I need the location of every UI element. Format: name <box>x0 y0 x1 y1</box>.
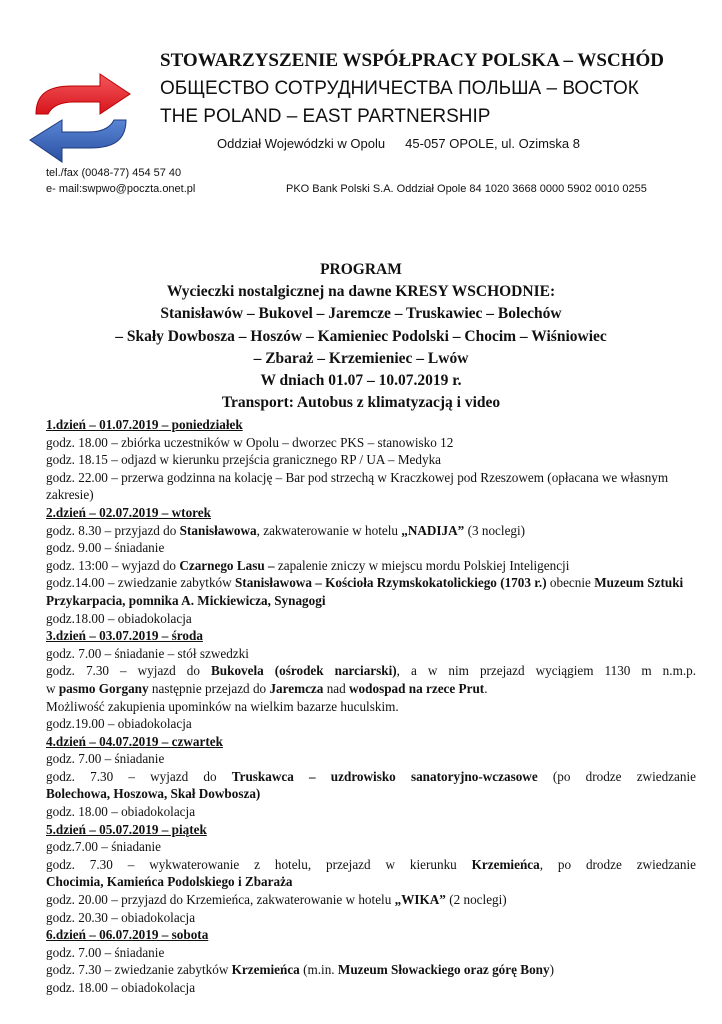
bank-account: PKO Bank Polski S.A. Oddział Opole 84 1020 3668 0000 5902 0010 0255 <box>286 183 647 195</box>
schedule-line: w pasmo Gorgany następnie przejazd do Jaremcza nad wodospad na rzece Prut. <box>46 680 488 696</box>
route-line-3: – Zbaraż – Krzemieniec – Lwów <box>253 349 469 367</box>
transport-info: Transport: Autobus z klimatyzacją i video <box>221 394 501 412</box>
schedule-line: Bolechowa, Hoszowa, Skał Dowbosza) <box>46 786 261 802</box>
schedule-line: godz. 22.00 – przerwa godzinna na kolację – Bar pod strzechą w Kraczkowej pod Rzeszowem (opłacana we własnym zakresie) <box>46 469 669 503</box>
schedule-line: godz. 7.30 – wyjazd do Bukovela (ośrodek narciarski), a w nim przejazd wyciągiem 1130 m n.m.p. <box>46 663 697 679</box>
day-6-heading: 6.dzień – 06.07.2019 – sobota <box>46 927 209 943</box>
program-schedule <box>46 416 696 997</box>
route-line-1: Stanisławów – Bukovel – Jaremcze – Truskawiec – Bolechów <box>160 305 562 323</box>
schedule-line: godz. 7.30 – zwiedzanie zabytków Krzemieńca (m.in. Muzeum Słowackiego oraz górę Bony) <box>46 962 554 978</box>
trip-subtitle: Wycieczki nostalgicznej na dawne KRESY WSCHODNIE: <box>166 283 556 301</box>
day-2-heading: 2.dzień – 02.07.2019 – wtorek <box>46 504 211 520</box>
schedule-line: godz. 18.00 – obiadokolacja <box>46 804 196 820</box>
route-line-2: – Skały Dowbosza – Hoszów – Kamieniec Podolski – Chocim – Wiśniowiec <box>115 327 607 345</box>
day-4-heading: 4.dzień – 04.07.2019 – czwartek <box>46 733 223 749</box>
branch-address <box>217 136 580 151</box>
red-blue-arrows-logo-icon <box>22 68 137 168</box>
org-name-polish: STOWARZYSZENIE WSPÓŁPRACY POLSKA – WSCHÓD <box>160 50 664 71</box>
schedule-line: godz. 8.30 – przyjazd do Stanisławowa, zakwaterowanie w hotelu „NADIJA” (3 noclegi) <box>46 522 526 538</box>
program-title-block <box>0 259 722 414</box>
schedule-line: godz. 7.00 – śniadanie – stół szwedzki <box>46 645 249 661</box>
schedule-line: godz. 7.30 – wyjazd do Truskawca – uzdrowisko sanatoryjno-wczasowe (po drodze zwiedzanie <box>46 768 697 784</box>
schedule-line: godz. 20.30 – obiadokolacja <box>46 909 196 925</box>
schedule-line: godz. 9.00 – śniadanie <box>46 540 165 556</box>
trip-dates: W dniach 01.07 – 10.07.2019 r. <box>260 372 462 390</box>
schedule-line: godz.18.00 – obiadokolacja <box>46 610 192 626</box>
schedule-line: godz. 18.00 – zbiórka uczestników w Opolu – dworzec PKS – stanowisko 12 <box>46 434 454 450</box>
day-3-heading: 3.dzień – 03.07.2019 – środa <box>46 628 203 644</box>
schedule-line: Możliwość zakupienia upominków na wielkim bazarze huculskim. <box>46 698 399 714</box>
schedule-line: godz. 7.00 – śniadanie <box>46 944 165 960</box>
schedule-line: godz.19.00 – obiadokolacja <box>46 716 192 732</box>
schedule-line: godz. 13:00 – wyjazd do Czarnego Lasu – zapalenie zniczy w miejscu mordu Polskiej Inteligencji <box>46 557 570 573</box>
day-1-heading: 1.dzień – 01.07.2019 – poniedziałek <box>46 417 243 432</box>
day-5-heading: 5.dzień – 05.07.2019 – piątek <box>46 821 207 837</box>
email: e- mail:swpwo@poczta.onet.pl <box>46 183 196 195</box>
schedule-line: godz. 7.00 – śniadanie <box>46 751 165 767</box>
branch-name: Oddział Wojewódzki w Opolu <box>217 136 386 151</box>
org-name-english: THE POLAND – EAST PARTNERSHIP <box>160 106 491 127</box>
telfax: tel./fax (0048-77) 454 57 40 <box>46 167 182 179</box>
schedule-line: godz.14.00 – zwiedzanie zabytków Stanisławowa – Kościoła Rzymskokatolickiego (1703 r.) obecnie Muzeum Sztuki Przykarpacia, pomnika A. Mickiewicza, Synagogi <box>46 575 684 608</box>
schedule-line: Chocimia, Kamieńca Podolskiego i Zbaraża <box>46 874 293 890</box>
program-heading: PROGRAM <box>320 261 402 278</box>
schedule-line: godz.7.00 – śniadanie <box>46 839 161 855</box>
schedule-line: godz. 20.00 – przyjazd do Krzemieńca, zakwaterowanie w hotelu „WIKA” (2 noclegi) <box>46 892 507 908</box>
org-name-russian: ОБЩЕСТВО СОТРУДНИЧЕСТВА ПОЛЬША – ВОСТОК <box>160 78 639 99</box>
schedule-line: godz. 18.00 – obiadokolacja <box>46 980 196 995</box>
street-address: 45-057 OPOLE, ul. Ozimska 8 <box>405 136 580 151</box>
schedule-line: godz. 18.15 – odjazd w kierunku przejścia granicznego RP / UA – Medyka <box>46 452 442 468</box>
schedule-line: godz. 7.30 – wykwaterowanie z hotelu, przejazd w kierunku Krzemieńca, po drodze zwiedzanie <box>46 856 696 872</box>
